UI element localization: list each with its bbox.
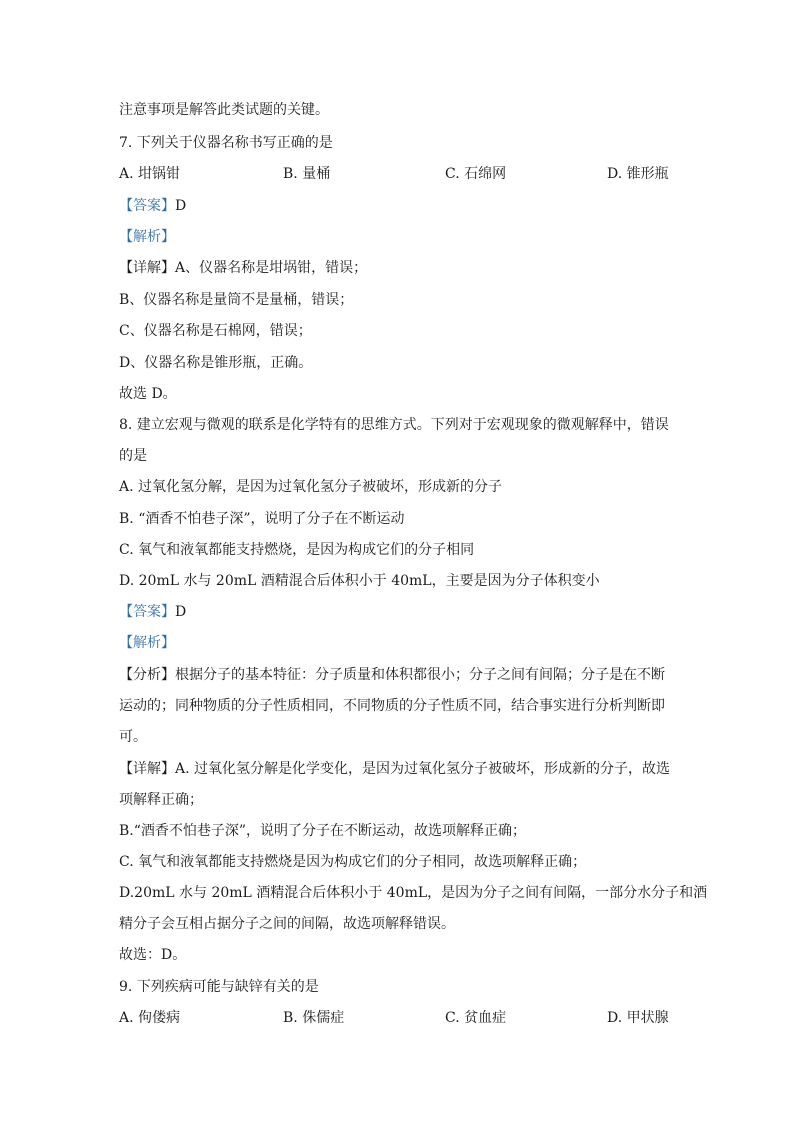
q8-stem-line-1: 8. 建立宏观与微观的联系是化学特有的思维方式。下列对于宏观现象的微观解释中，错误	[119, 417, 669, 433]
answer-tag: 【答案】	[119, 198, 175, 214]
q8-analysis-line-1	[119, 665, 665, 685]
q7-detail-line: C、仪器名称是石棉网，错误；	[119, 323, 312, 339]
q7-answer	[119, 196, 186, 216]
q9-option-d: D. 甲状腺	[607, 1010, 669, 1026]
q8-detail-line-3: B.“酒香不怕巷子深”，说明了分子在不断运动，故选项解释正确；	[119, 823, 527, 839]
q8-option-b: B. “酒香不怕巷子深”，说明了分子在不断运动	[119, 511, 405, 527]
q8-analysis-line-2: 运动的；同种物质的分子性质相同，不同物质的分子性质不同，结合事实进行分析判断即	[119, 698, 665, 714]
q8-option-d: D. 20mL 水与 20mL 酒精混合后体积小于 40mL，主要是因为分子体积变小	[119, 573, 600, 589]
intro-tail: 注意事项是解答此类试题的关键。	[119, 102, 329, 118]
q8-detail-line-5: D.20mL 水与 20mL 酒精混合后体积小于 40mL，是因为分子之间有间隔，一部分水分子和酒	[119, 885, 708, 901]
answer-value: D	[175, 198, 187, 214]
q8-analysis-line-3: 可。	[119, 729, 147, 745]
q7-conclusion: 故选 D。	[119, 386, 177, 402]
q7-option-d: D. 锥形瓶	[607, 166, 669, 182]
q7-option-c: C. 石绵网	[445, 166, 507, 182]
q9-stem: 9. 下列疾病可能与缺锌有关的是	[119, 979, 319, 995]
q8-option-c: C. 氧气和液氧都能支持燃烧，是因为构成它们的分子相同	[119, 542, 475, 558]
q7-detail	[119, 258, 367, 278]
analysis-head-tag: 【分析】	[119, 667, 175, 683]
detail-text: A. 过氧化氢分解是化学变化，是因为过氧化氢分子被破坏，形成新的分子，故选	[175, 761, 671, 777]
detail-tag: 【详解】	[119, 260, 175, 276]
q7-stem: 7. 下列关于仪器名称书写正确的是	[119, 135, 333, 151]
q8-stem-line-2: 的是	[119, 448, 147, 464]
q8-answer	[119, 602, 186, 622]
analysis-text: 根据分子的基本特征：分子质量和体积都很小；分子之间有间隔；分子是在不断	[175, 667, 665, 683]
q9-option-c: C. 贫血症	[445, 1010, 507, 1026]
q9-option-a: A. 佝偻病	[119, 1010, 181, 1026]
q8-detail-line-4: C. 氧气和液氧都能支持燃烧是因为构成它们的分子相同，故选项解释正确；	[119, 854, 587, 870]
q9-option-b: B. 侏儒症	[283, 1010, 345, 1026]
q7-option-a: A. 坩锅钳	[119, 166, 181, 182]
q8-detail-line-2: 项解释正确；	[119, 792, 203, 808]
q8-analysis-tag: 【解析】	[119, 635, 175, 651]
q8-conclusion: 故选：D。	[119, 947, 187, 963]
answer-value: D	[175, 604, 187, 620]
q8-detail-line-6: 精分子会互相占据分子之间的间隔，故选项解释错误。	[119, 916, 455, 932]
detail-text: A、仪器名称是坩埚钳，错误；	[175, 260, 368, 276]
q7-detail-line: B、仪器名称是量筒不是量桶，错误；	[119, 292, 354, 308]
detail-tag: 【详解】	[119, 761, 175, 777]
q7-analysis-tag: 【解析】	[119, 229, 175, 245]
q8-option-a: A. 过氧化氢分解，是因为过氧化氢分子被破坏，形成新的分子	[119, 479, 503, 495]
answer-tag: 【答案】	[119, 604, 175, 620]
q7-detail-line: D、仪器名称是锥形瓶，正确。	[119, 355, 313, 371]
q7-option-b: B. 量桶	[283, 166, 331, 182]
q8-detail-line-1	[119, 759, 670, 779]
